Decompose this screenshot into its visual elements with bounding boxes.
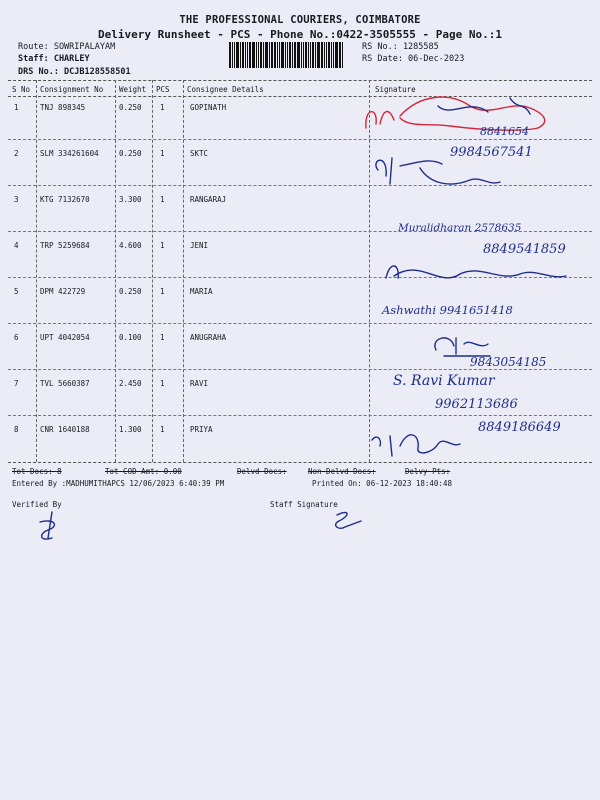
- handwritten-name: S. Ravi Kumar: [393, 373, 495, 389]
- row-pcs: 1: [160, 379, 165, 388]
- handwritten-phone: 9843054185: [470, 355, 547, 369]
- barcode-bar: [308, 42, 309, 68]
- barcode-bar: [312, 42, 314, 68]
- barcode-bar: [232, 42, 233, 68]
- row-consignment-no: DPM 422729: [40, 287, 86, 296]
- barcode-bar: [324, 42, 325, 68]
- barcode-bar: [333, 42, 334, 68]
- col-header-pcs: PCS: [156, 85, 170, 94]
- handwritten-name: Muralidharan 2578635: [398, 222, 522, 234]
- col-header-sno: S No: [12, 85, 31, 94]
- row-sno: 7: [14, 379, 19, 388]
- company-title: THE PROFESSIONAL COURIERS, COIMBATORE: [179, 14, 421, 26]
- row-sno: 4: [14, 241, 19, 250]
- col-header-consignment: Consignment No: [40, 85, 104, 94]
- rs-date: RS Date: 06-Dec-2023: [362, 54, 465, 64]
- verifier-signature: [30, 508, 70, 544]
- barcode-bar: [260, 42, 262, 68]
- barcode-bar: [265, 42, 268, 68]
- row-sno: 5: [14, 287, 19, 296]
- row-consignee: GOPINATH: [190, 103, 227, 112]
- barcode-bar: [303, 42, 304, 68]
- staff-signature: [325, 505, 375, 535]
- handwritten-phone: 9984567541: [450, 145, 533, 160]
- non-delivered-docs: Non Delvd Docs:: [308, 467, 376, 476]
- row-consignment-no: TRP 5259684: [40, 241, 90, 250]
- row-pcs: 1: [160, 195, 165, 204]
- row-weight: 0.250: [119, 287, 142, 296]
- barcode-bar: [321, 42, 323, 68]
- barcode-bar: [234, 42, 235, 68]
- barcode-bar: [281, 42, 284, 68]
- row-consignment-no: TVL 5660387: [40, 379, 90, 388]
- row-weight: 4.600: [119, 241, 142, 250]
- row-consignee: PRIYA: [190, 425, 213, 434]
- row-sno: 3: [14, 195, 19, 204]
- col-header-signature: Signature: [375, 85, 416, 94]
- row-pcs: 1: [160, 425, 165, 434]
- barcode-bar: [258, 42, 259, 68]
- barcode-bar: [287, 42, 288, 68]
- delivered-docs: Delvd Docs:: [237, 467, 287, 476]
- row-pcs: 1: [160, 241, 165, 250]
- barcode-bar: [274, 42, 276, 68]
- barcode-bar: [294, 42, 296, 68]
- row-weight: 3.300: [119, 195, 142, 204]
- row-sno: 1: [14, 103, 19, 112]
- barcode: [229, 42, 355, 68]
- handwritten-note: Ashwathi 9941651418: [382, 303, 513, 317]
- barcode-bar: [277, 42, 278, 68]
- printed-on: Printed On: 06-12-2023 18:40:48: [312, 479, 452, 488]
- row-sno: 6: [14, 333, 19, 342]
- barcode-bar: [236, 42, 239, 68]
- row-weight: 0.250: [119, 149, 142, 158]
- barcode-bar: [242, 42, 244, 68]
- row-consignee: SKTC: [190, 149, 209, 158]
- row-consignment-no: UPT 4042054: [40, 333, 90, 342]
- row-weight: 0.250: [119, 103, 142, 112]
- barcode-bar: [310, 42, 311, 68]
- row-sno: 8: [14, 425, 19, 434]
- row-consignment-no: KTG 7132670: [40, 195, 90, 204]
- row-pcs: 1: [160, 149, 165, 158]
- barcode-bar: [326, 42, 327, 68]
- barcode-bar: [317, 42, 320, 68]
- total-cod-amount: Tot COD Amt: 0.00: [105, 467, 182, 476]
- entered-by: Entered By :MADHUMITHAPCS 12/06/2023 6:40:39 PM: [12, 479, 225, 488]
- barcode-bar: [335, 42, 338, 68]
- handwritten-phone: 9962113686: [435, 397, 518, 412]
- route-label: Route: SOWRIPALAYAM: [18, 42, 116, 52]
- barcode-bar: [249, 42, 251, 68]
- barcode-bar: [263, 42, 264, 68]
- row-consignee: ANUGRAHA: [190, 333, 227, 342]
- drs-number: DRS No.: DCJB128558501: [18, 67, 131, 77]
- barcode-bar: [279, 42, 280, 68]
- rs-number: RS No.: 1285585: [362, 42, 439, 52]
- barcode-bar: [331, 42, 332, 68]
- barcode-bar: [292, 42, 293, 68]
- barcode-bar: [252, 42, 255, 68]
- row-weight: 0.100: [119, 333, 142, 342]
- row-consignment-no: SLM 334261604: [40, 149, 99, 158]
- handwritten-phone: 8849541859: [483, 242, 566, 257]
- barcode-bar: [315, 42, 316, 68]
- barcode-bar: [342, 42, 343, 68]
- row-pcs: 1: [160, 287, 165, 296]
- row-consignment-no: CNR 1640188: [40, 425, 90, 434]
- barcode-bar: [285, 42, 286, 68]
- table-top-rule: [8, 80, 592, 81]
- barcode-bar: [229, 42, 231, 68]
- handwritten-phone: 8841654: [480, 125, 529, 138]
- delivery-points: Delvy Pts:: [405, 467, 451, 476]
- row-consignee: RANGARAJ: [190, 195, 227, 204]
- row-weight: 2.450: [119, 379, 142, 388]
- row-sno: 2: [14, 149, 19, 158]
- barcode-bar: [301, 42, 302, 68]
- barcode-bar: [269, 42, 270, 68]
- col-header-consignee: Consignee Details: [187, 85, 264, 94]
- barcode-bar: [245, 42, 246, 68]
- row-consignment-no: TNJ 898345: [40, 103, 86, 112]
- row-consignee: MARIA: [190, 287, 213, 296]
- runsheet-subtitle: Delivery Runsheet - PCS - Phone No.:0422-3505555 - Page No.:1: [98, 28, 502, 41]
- row-pcs: 1: [160, 333, 165, 342]
- verified-by-label: Verified By: [12, 500, 62, 509]
- barcode-bar: [305, 42, 307, 68]
- barcode-bar: [271, 42, 273, 68]
- col-header-weight: Weight: [119, 85, 147, 94]
- row-consignee: JENI: [190, 241, 209, 250]
- row-consignee: RAVI: [190, 379, 209, 388]
- barcode-bar: [289, 42, 291, 68]
- barcode-bar: [297, 42, 300, 68]
- barcode-bar: [247, 42, 248, 68]
- staff-label: Staff: CHARLEY: [18, 54, 90, 64]
- row-weight: 1.300: [119, 425, 142, 434]
- total-docs: Tot Docs: 8: [12, 467, 62, 476]
- staff-signature-label: Staff Signature: [270, 500, 338, 509]
- row-pcs: 1: [160, 103, 165, 112]
- barcode-bar: [328, 42, 330, 68]
- barcode-bar: [240, 42, 241, 68]
- barcode-bar: [339, 42, 341, 68]
- barcode-bar: [256, 42, 257, 68]
- handwritten-phone: 8849186649: [478, 420, 561, 435]
